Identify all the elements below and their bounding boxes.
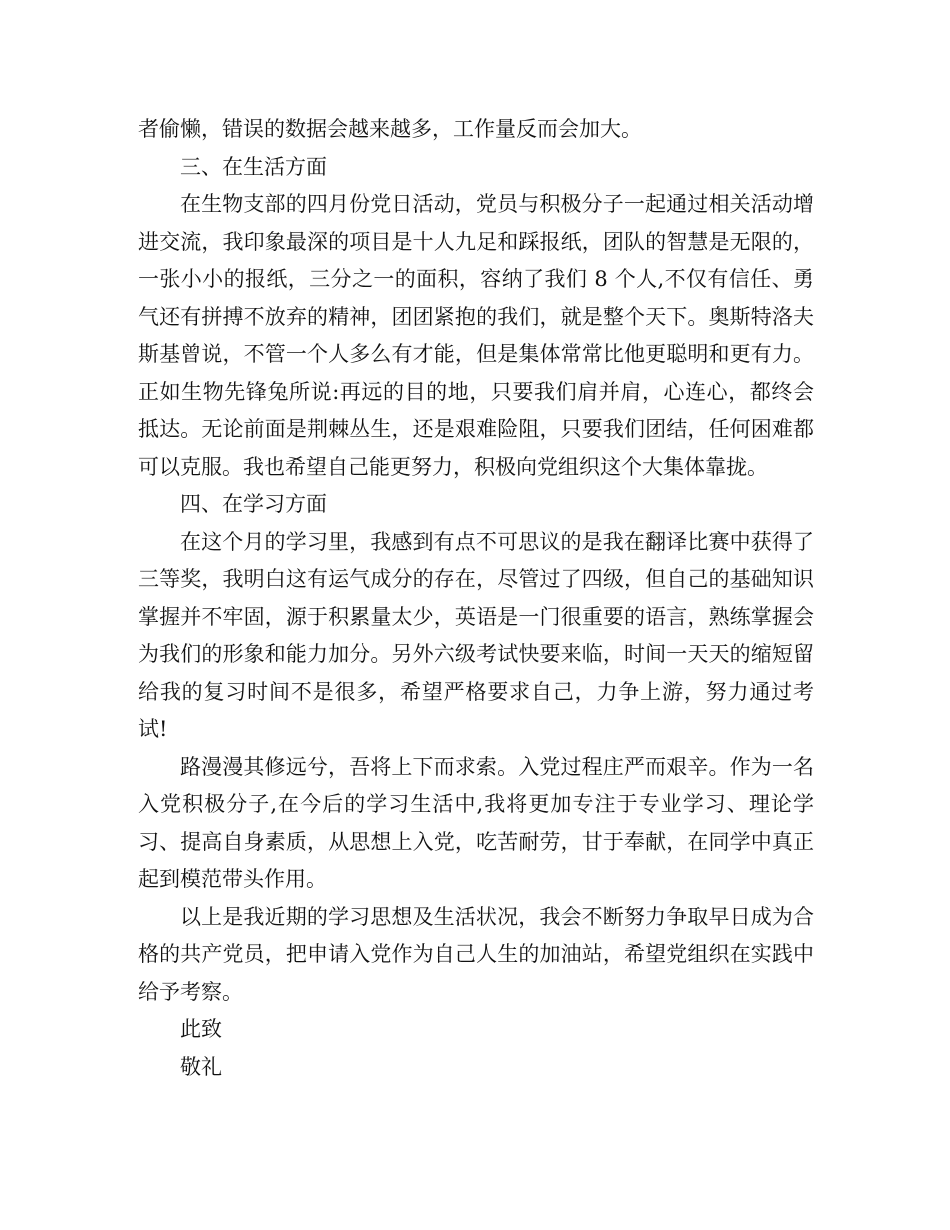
closing-respect: 敬礼: [180, 1054, 222, 1079]
section-heading-study: 四、在学习方面: [180, 492, 327, 516]
closing-salutation: 此致: [180, 1017, 222, 1041]
paragraph-resolution: 路漫漫其修远兮，吾将上下而求索。入党过程庄严而艰辛。作为一名入党积极分子,在今后的学习生活中,我将更加专注于专业学习、理论学习、提高自身素质，从思想上入党，吃苦耐劳，甘于奉献，在同学中真正起到模范带头作用。: [138, 754, 814, 891]
paragraph-life: 在生物支部的四月份党日活动，党员与积极分子一起通过相关活动增进交流，我印象最深的项目是十人九足和踩报纸，团队的智慧是无限的，一张小小的报纸，三分之一的面积，容纳了我们 8 个人,不仅有信任、勇气还有拼搏不放弃的精神，团团紧抱的我们，就是整个天下。奥斯特洛夫斯基曾说，不管一个人多么有才能，但是集体常常比他更聪明和更有力。正如生物先锋兔所说:再远的目的地，只要我们肩并肩，心连心，都终会抵达。无论前面是荆棘丛生，还是艰难险阻，只要我们团结，任何困难都可以克服。我也希望自己能更努力，积极向党组织这个大集体靠拢。: [138, 192, 814, 479]
paragraph-study: 在这个月的学习里，我感到有点不可思议的是我在翻译比赛中获得了三等奖，我明白这有运气成分的存在，尽管过了四级，但自己的基础知识掌握并不牢固，源于积累量太少，英语是一门很重要的语言，熟练掌握会为我们的形象和能力加分。另外六级考试快要来临，时间一天天的缩短留给我的复习时间不是很多，希望严格要求自己，力争上游，努力通过考试!: [138, 529, 814, 741]
document-body: [138, 111, 814, 1086]
paragraph-continuation: 者偷懒，错误的数据会越来越多，工作量反而会加大。: [138, 117, 642, 141]
section-heading-life: 三、在生活方面: [180, 154, 327, 179]
paragraph-summary: 以上是我近期的学习思想及生活状况，我会不断努力争取早日成为合格的共产党员，把申请入党作为自己人生的加油站，希望党组织在实践中给予考察。: [138, 904, 814, 1004]
